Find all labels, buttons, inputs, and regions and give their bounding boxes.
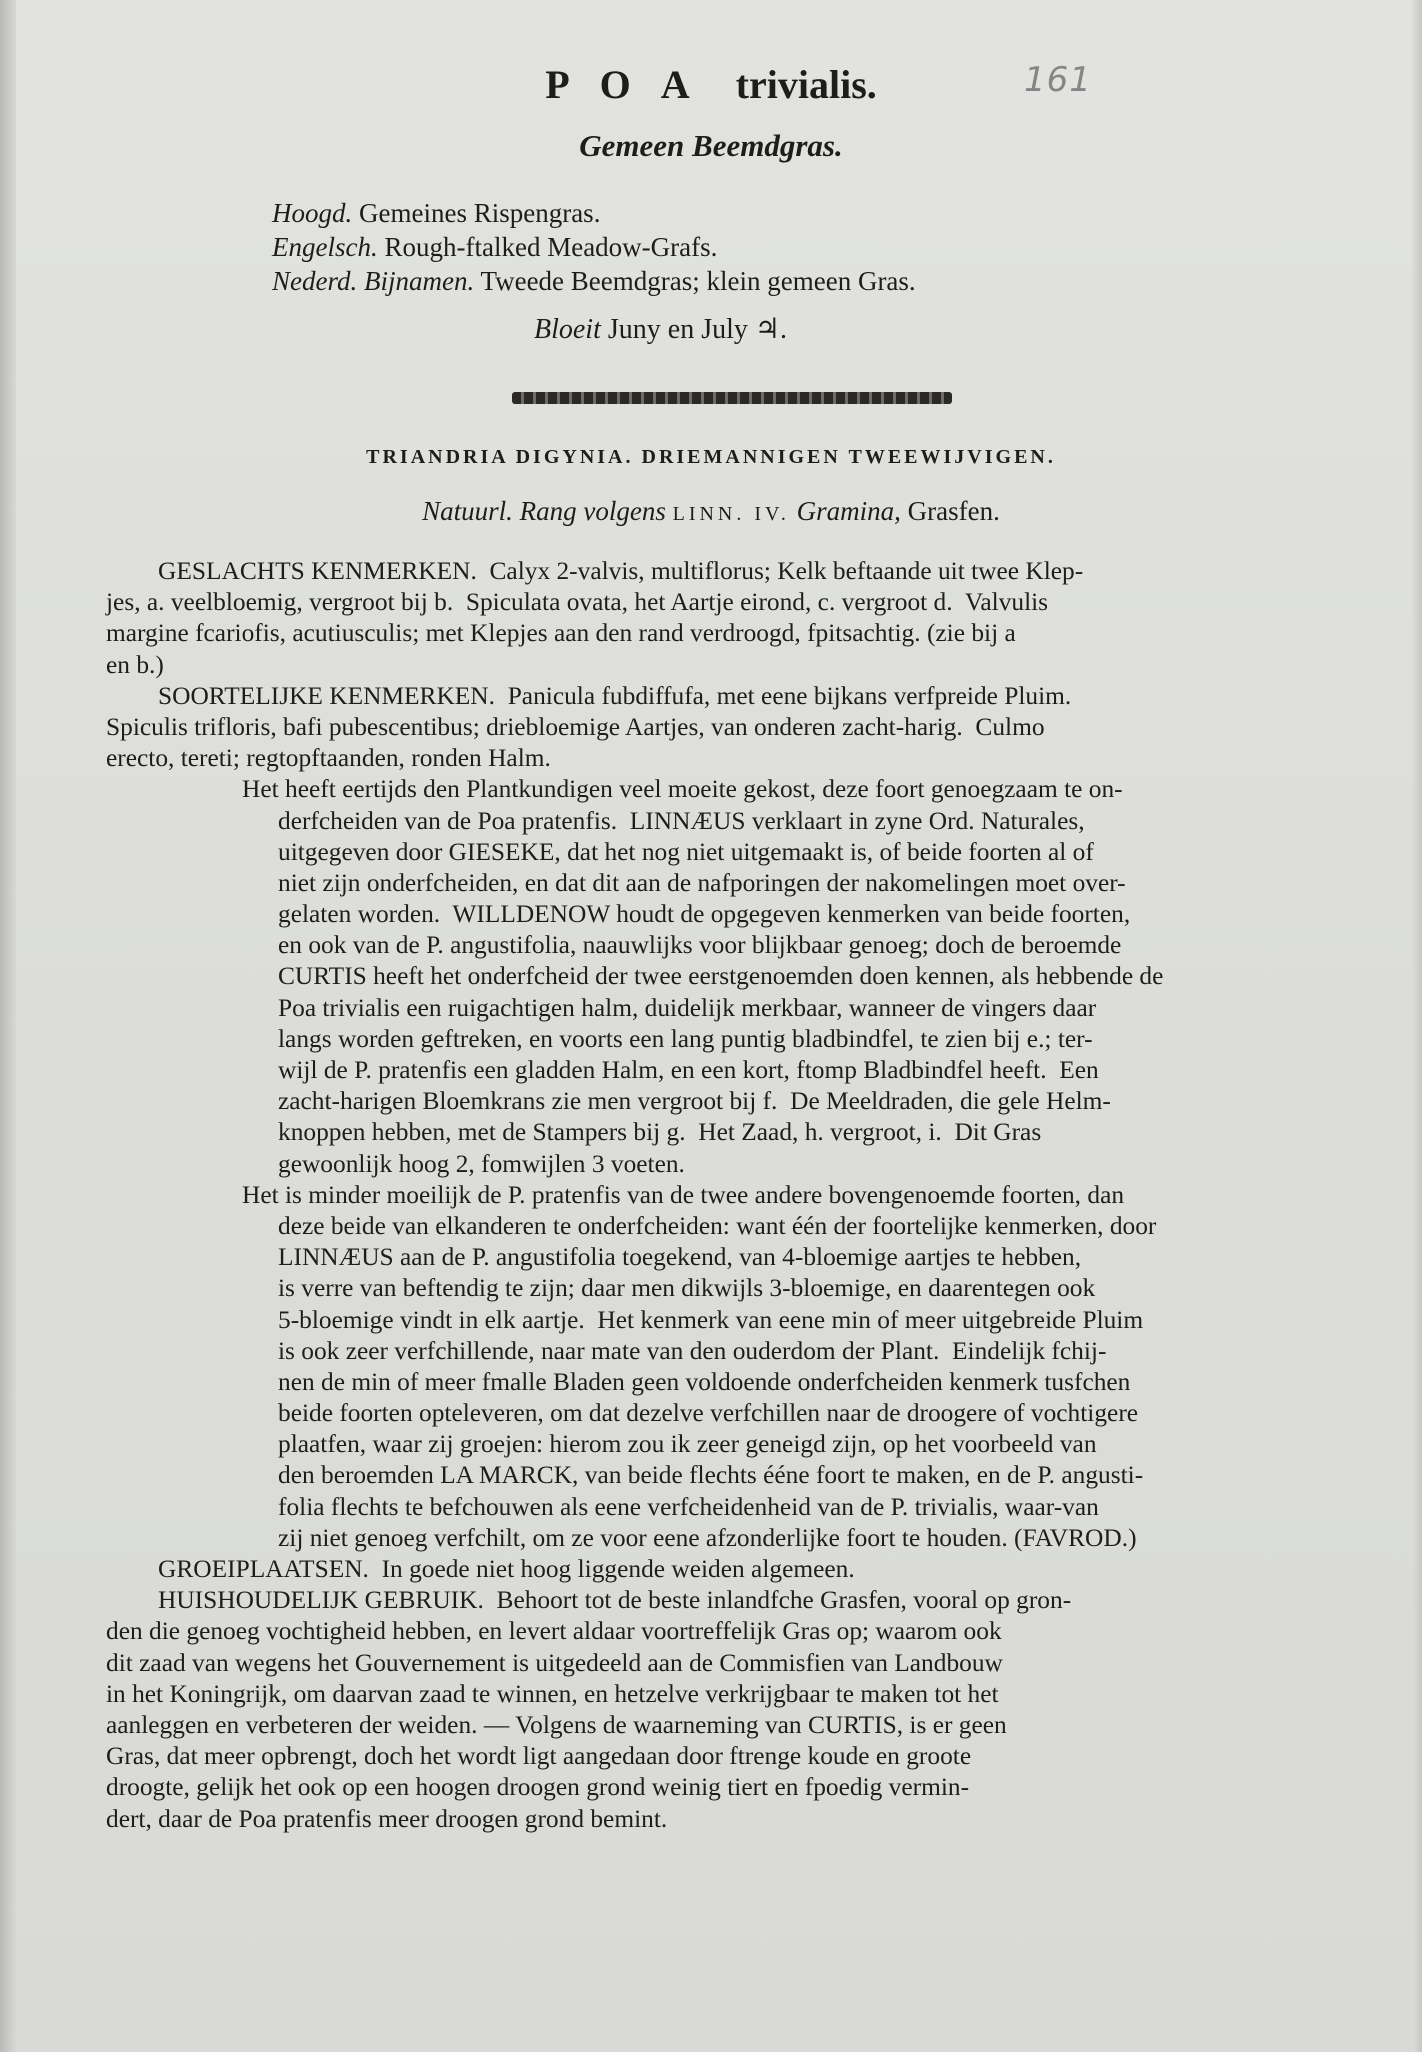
name-row-dutch: [272, 264, 916, 298]
text-line: en ook van de P. angustifolia, naauwlijks voor blijkbaar genoeg; doch de beroemde: [278, 931, 1122, 960]
text-line: den beroemden LA MARCK, van beide flechts ééne foort te maken, en de P. angusti-: [278, 1461, 1144, 1490]
name-value: Rough-ftalked Meadow-Grafs.: [384, 232, 718, 262]
text-line: nen de min of meer fmalle Bladen geen voldoende onderfcheiden kenmerk tusfchen: [278, 1367, 1131, 1396]
page-title: [0, 52, 1422, 118]
page-gutter-shadow: [0, 0, 16, 2052]
text-line: is ook zeer verfchillende, naar mate van den ouderdom der Plant. Eindelijk fchij-: [278, 1336, 1107, 1365]
text-line: droogte, gelijk het ook op een hoogen droogen grond weinig tiert en fpoedig vermin-: [106, 1773, 970, 1802]
text-line: jes, a. veelbloemig, vergroot bij b. Spiculata ovata, het Aartje eirond, c. vergroot d. Valvulis: [106, 588, 1049, 617]
page-edge: [1412, 0, 1422, 2052]
text-line: GESLACHTS KENMERKEN. Calyx 2-valvis, multiflorus; Kelk beftaande uit twee Klep-: [158, 557, 1084, 585]
text-line: is verre van beftendig te zijn; daar men dikwijls 3-bloemige, en daarentegen ook: [278, 1274, 1096, 1303]
text-line: erecto, tereti; regtopftaanden, ronden Halm.: [106, 744, 551, 773]
description-text: [106, 556, 1302, 1835]
flowering-time: [534, 312, 787, 346]
vernacular-names: [272, 196, 916, 298]
text-line: dit zaad van wegens het Gouvernement is uitgedeeld aan de Commisfien van Landbouw: [106, 1648, 1003, 1677]
name-value: Gemeines Rispengras.: [359, 198, 601, 228]
text-line: wijl de P. pratenfis een gladden Halm, en een kort, ftomp Bladbindfel heeft. Een: [278, 1056, 1099, 1084]
decorative-rule: [512, 392, 952, 404]
rank-author: LINN. IV.: [672, 503, 790, 525]
text-line: Het is minder moeilijk de P. pratenfis van de twee andere bovengenoemde foorten, dan: [242, 1180, 1125, 1209]
handwritten-page-number: 161: [1024, 60, 1092, 100]
text-line: HUISHOUDELIJK GEBRUIK. Behoort tot de beste inlandfche Grasfen, vooral op gron-: [158, 1586, 1072, 1615]
text-line: deze beide van elkanderen te onderfcheiden: want één der foortelijke kenmerken, door: [278, 1211, 1157, 1240]
dutch-common-name: Gemeen Beemdgras.: [579, 128, 843, 163]
text-line: GROEIPLAATSEN. In goede niet hoog liggende weiden algemeen.: [158, 1555, 855, 1583]
text-line: zij niet genoeg verfchilt, om ze voor eene afzonderlijke foort te houden. (FAVROD.): [278, 1523, 1137, 1552]
text-line: CURTIS heeft het onderfcheid der twee eerstgenoemden doen kennen, als hebbende de: [278, 962, 1164, 991]
flowering-label: Bloeit: [534, 314, 601, 345]
rank-prefix: Natuurl. Rang volgens: [422, 496, 666, 526]
text-line: gelaten worden. WILLDENOW houdt de opgegeven kenmerken van beide foorten,: [278, 900, 1131, 929]
text-line: aanleggen en verbeteren der weiden. — Volgens de waarneming van CURTIS, is er geen: [106, 1710, 1007, 1739]
text-line: margine fcariofis, acutiusculis; met Klepjes aan den rand verdroogd, fpitsachtig. (zie bij a: [106, 619, 1016, 648]
text-line: langs worden geftreken, en voorts een lang puntig bladbindfel, te zien bij e.; ter-: [278, 1024, 1093, 1053]
text-line: folia flechts te befchouwen als eene verfcheidenheid van de P. trivialis, waar-van: [278, 1492, 1099, 1521]
name-value: Tweede Beemdgras; klein gemeen Gras.: [480, 266, 916, 296]
text-line: LINNÆUS aan de P. angustifolia toegekend, van 4-bloemige aartjes te hebben,: [278, 1243, 1082, 1272]
flowering-value: Juny en July ♃.: [607, 314, 787, 345]
species-name: trivialis.: [735, 62, 877, 107]
text-line: 5-bloemige vindt in elk aartje. Het kenmerk van eene min of meer uitgebreide Pluim: [278, 1305, 1144, 1334]
text-line: gewoonlijk hoog 2, fomwijlen 3 voeten.: [278, 1149, 685, 1178]
text-line: SOORTELIJKE KENMERKEN. Panicula fubdiffufa, met eene bijkans verfpreide Pluim.: [158, 681, 1072, 710]
text-line: Poa trivialis een ruigachtigen halm, duidelijk merkbaar, wanneer de vingers daar: [278, 993, 1097, 1022]
name-language: Hoogd.: [272, 198, 353, 228]
text-line: zacht-harigen Bloemkrans zie men vergroot bij f. De Meeldraden, die gele Helm-: [278, 1087, 1111, 1116]
text-line: Gras, dat meer opbrengt, doch het wordt ligt aangedaan door ftrenge koude en groote: [106, 1742, 972, 1771]
natural-rank: [0, 496, 1422, 527]
text-line: Spiculis trifloris, bafi pubescentibus; driebloemige Aartjes, van onderen zacht-harig. Culmo: [106, 712, 1045, 741]
name-language: Nederd. Bijnamen.: [272, 266, 475, 296]
text-line: beide foorten opteleveren, om dat dezelve verfchillen naar de droogere of vochtigere: [278, 1399, 1139, 1428]
name-language: Engelsch.: [272, 232, 378, 262]
genus-name: POA: [545, 62, 720, 107]
text-line: in het Koningrijk, om daarvan zaad te winnen, en hetzelve verkrijgbaar te maken tot het: [106, 1679, 999, 1708]
text-line: en b.): [106, 650, 164, 679]
text-line: knoppen hebben, met de Stampers bij g. Het Zaad, h. vergroot, i. Dit Gras: [278, 1118, 1042, 1147]
text-line: den die genoeg vochtigheid hebben, en levert aldaar voortreffelijk Gras op; waarom ook: [106, 1617, 1002, 1646]
text-line: derfcheiden van de Poa pratenfis. LINNÆUS verklaart in zyne Ord. Naturales,: [278, 806, 1085, 835]
linnaean-class: TRIANDRIA DIGYNIA. DRIEMANNIGEN TWEEWIJVIGEN.: [366, 446, 1056, 468]
name-row-english: [272, 230, 916, 264]
text-line: uitgegeven door GIESEKE, dat het nog niet uitgemaakt is, of beide foorten al of: [278, 837, 1094, 866]
text-line: Het heeft eertijds den Plantkundigen veel moeite gekost, deze foort genoegzaam te on-: [242, 775, 1123, 804]
name-row-german: [272, 196, 916, 230]
rank-order: Gramina,: [796, 496, 901, 526]
text-line: plaatfen, waar zij groejen: hierom zou ik zeer geneigd zijn, op het voorbeeld van: [278, 1430, 1097, 1459]
text-line: niet zijn onderfcheiden, en dat dit aan de nafporingen der nakomelingen moet over-: [278, 868, 1126, 897]
text-line: dert, daar de Poa pratenfis meer droogen grond bemint.: [106, 1804, 668, 1833]
rank-suffix: Grasfen.: [907, 496, 1000, 526]
